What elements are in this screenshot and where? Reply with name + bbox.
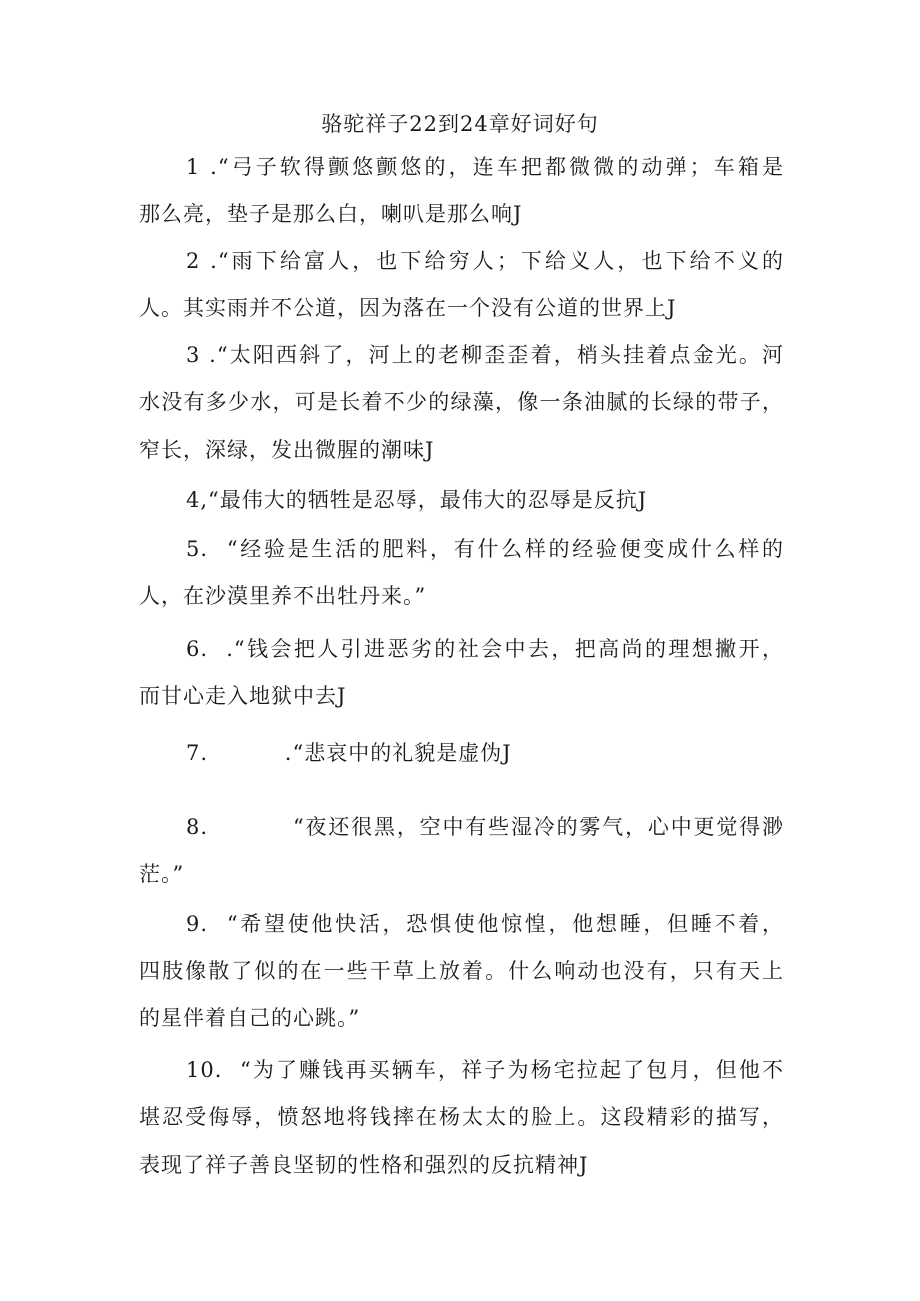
item-2-line-2: 人。其实雨并不公道，因为落在一个没有公道的世界上J <box>139 296 677 320</box>
page-title: 骆驼祥子22到24章好词好句 <box>321 112 599 136</box>
item-6-line-2: 而甘心走入地狱中去J <box>139 684 347 708</box>
item-1-line-1: 1 .“弓子软得颤悠颤悠的，连车把都微微的动弹；车箱是 <box>186 155 784 179</box>
item-5-line-1: 5. “经验是生活的肥料，有什么样的经验便变成什么样的 <box>186 537 784 561</box>
item-1-line-2: 那么亮，垫子是那么白，喇叭是那么响J <box>139 202 523 226</box>
item-3-line-2: 水没有多少水，可是长着不少的绿藻，像一条油腻的长绿的带子， <box>139 390 784 414</box>
item-10-line-3: 表现了祥子善良坚韧的性格和强烈的反抗精神J <box>139 1153 589 1177</box>
item-8-line-1: 8. “夜还很黑，空中有些湿冷的雾气，心中更觉得渺 <box>186 815 784 839</box>
item-9-line-1: 9. “希望使他快活，恐惧使他惊惶，他想睡，但睡不着， <box>186 912 784 936</box>
item-3-line-1: 3 .“太阳西斜了，河上的老柳歪歪着，梢头挂着点金光。河 <box>186 343 784 367</box>
item-8-line-2: 茫。” <box>139 862 185 886</box>
item-9-line-2: 四肢像散了似的在一些干草上放着。什么响动也没有，只有天上 <box>139 959 784 983</box>
item-10-line-2: 堪忍受侮辱，愤怒地将钱摔在杨太太的脸上。这段精彩的描写， <box>139 1105 784 1129</box>
item-6-line-1: 6. .“钱会把人引进恶劣的社会中去，把高尚的理想撇开， <box>186 637 784 661</box>
item-7-line-1: 7. .“悲哀中的礼貌是虚伪J <box>186 741 512 765</box>
item-3-line-3: 窄长，深绿，发出微腥的潮味J <box>139 438 435 462</box>
item-10-line-1: 10. “为了赚钱再买辆车，祥子为杨宅拉起了包月，但他不 <box>186 1058 784 1082</box>
item-5-line-2: 人，在沙漠里养不出牡丹来。” <box>139 584 427 608</box>
item-4-line-1: 4,“最伟大的牺牲是忍辱，最伟大的忍辱是反抗J <box>186 488 648 512</box>
item-9-line-3: 的星伴着自己的心跳。” <box>139 1006 361 1030</box>
item-2-line-1: 2 .“雨下给富人，也下给穷人；下给义人，也下给不义的 <box>186 249 784 273</box>
